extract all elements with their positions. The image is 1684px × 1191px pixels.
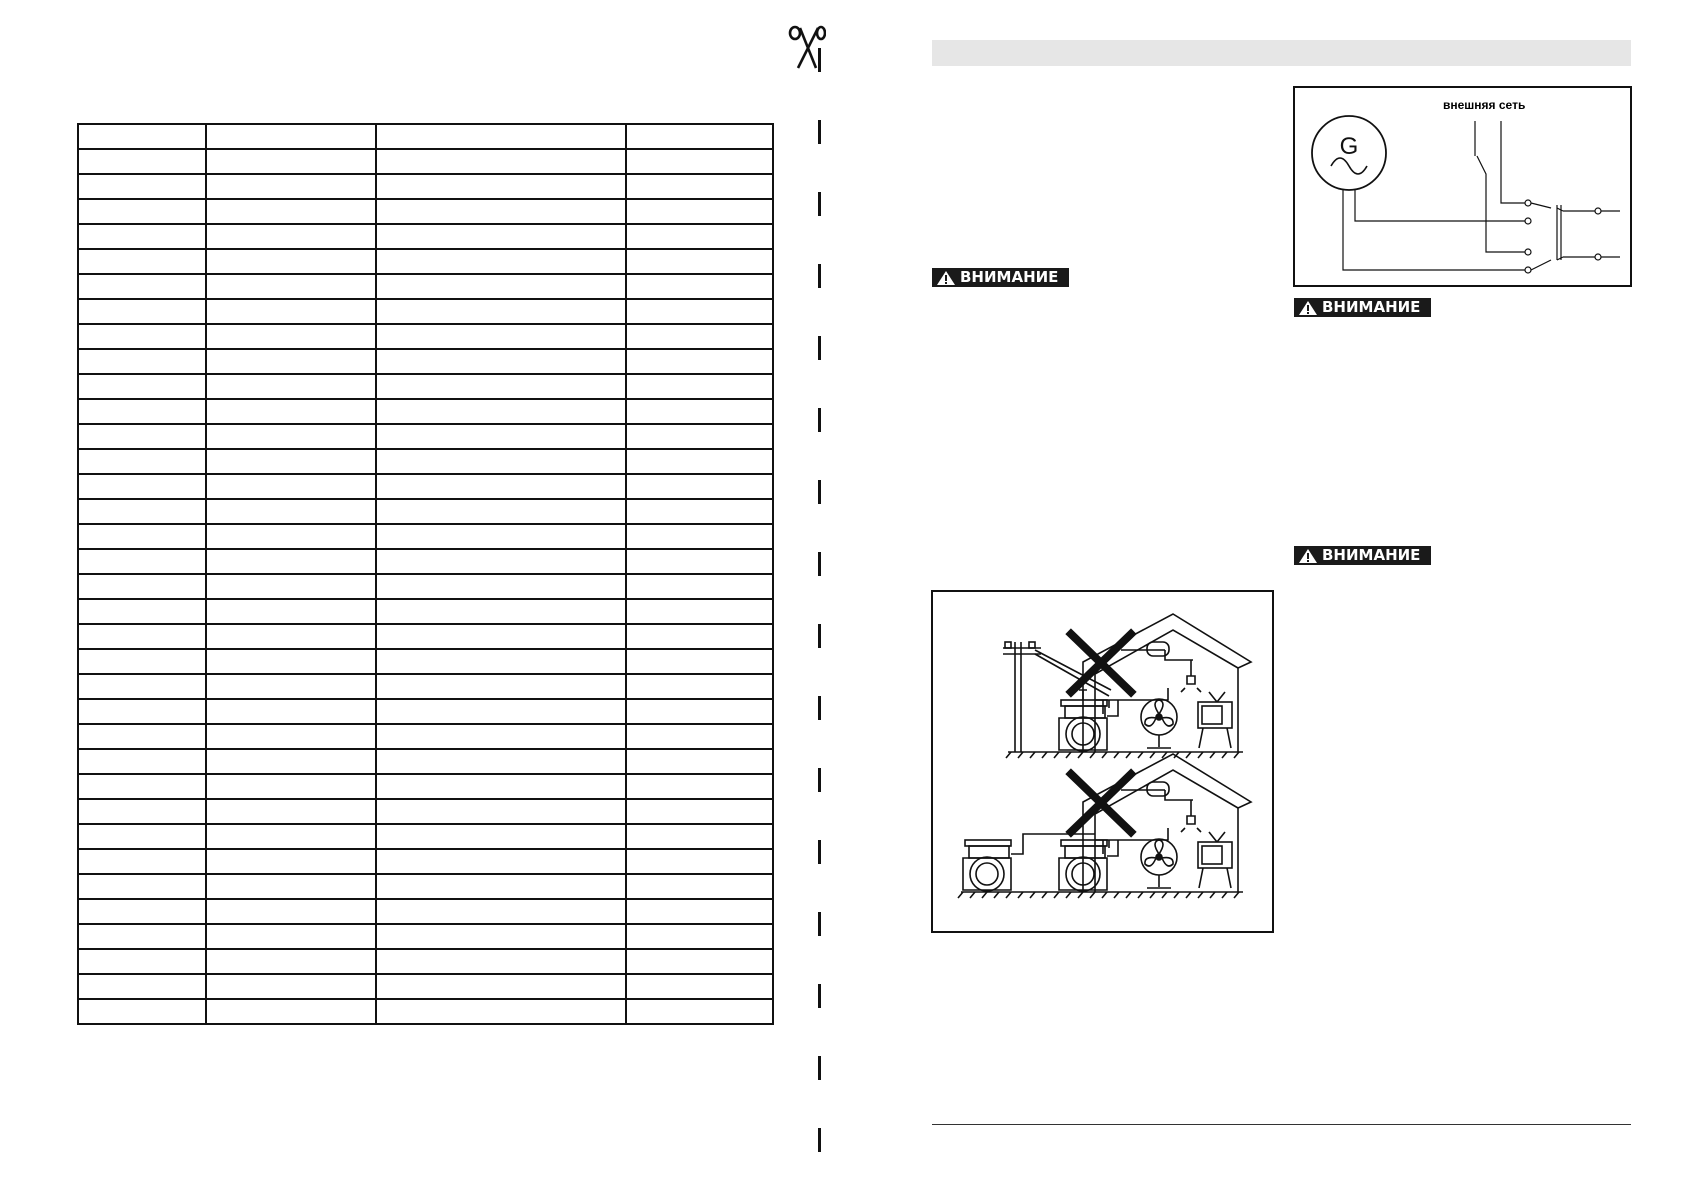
table-cell bbox=[206, 324, 376, 349]
table-cell bbox=[78, 849, 206, 874]
table-cell bbox=[206, 999, 376, 1024]
table-cell bbox=[376, 399, 626, 424]
table-cell bbox=[78, 249, 206, 274]
table-cell bbox=[626, 199, 773, 224]
table-cell bbox=[78, 899, 206, 924]
table-row bbox=[78, 424, 773, 449]
table-row bbox=[78, 899, 773, 924]
table-cell bbox=[78, 499, 206, 524]
scene-generator-chain bbox=[958, 754, 1251, 898]
table-cell bbox=[626, 349, 773, 374]
table-cell bbox=[376, 749, 626, 774]
warning-badge bbox=[1294, 546, 1431, 565]
table-cell bbox=[626, 699, 773, 724]
table-cell bbox=[78, 224, 206, 249]
table-row bbox=[78, 174, 773, 199]
table-row bbox=[78, 874, 773, 899]
table-cell bbox=[376, 699, 626, 724]
table-row bbox=[78, 674, 773, 699]
log-table-body bbox=[78, 124, 773, 1024]
table-cell bbox=[78, 124, 206, 149]
generator-icon bbox=[1312, 116, 1386, 190]
table-cell bbox=[206, 524, 376, 549]
scissors-icon bbox=[786, 24, 826, 70]
table-cell bbox=[376, 424, 626, 449]
table-cell bbox=[206, 749, 376, 774]
table-cell bbox=[376, 499, 626, 524]
table-cell bbox=[626, 924, 773, 949]
table-cell bbox=[626, 799, 773, 824]
table-row bbox=[78, 374, 773, 399]
table-row bbox=[78, 774, 773, 799]
generator-connection-schema bbox=[1293, 86, 1632, 287]
table-cell bbox=[626, 974, 773, 999]
table-row bbox=[78, 949, 773, 974]
table-cell bbox=[376, 149, 626, 174]
table-cell bbox=[206, 624, 376, 649]
table-cell bbox=[376, 724, 626, 749]
table-cell bbox=[78, 449, 206, 474]
table-cell bbox=[78, 549, 206, 574]
table-row bbox=[78, 274, 773, 299]
table-cell bbox=[376, 274, 626, 299]
table-cell bbox=[78, 724, 206, 749]
table-cell bbox=[78, 624, 206, 649]
table-cell bbox=[78, 874, 206, 899]
table-cell bbox=[78, 699, 206, 724]
table-cell bbox=[376, 549, 626, 574]
table-row bbox=[78, 524, 773, 549]
table-row bbox=[78, 924, 773, 949]
table-cell bbox=[626, 174, 773, 199]
table-cell bbox=[206, 949, 376, 974]
table-cell bbox=[376, 899, 626, 924]
table-cell bbox=[78, 349, 206, 374]
table-cell bbox=[78, 474, 206, 499]
table-cell bbox=[376, 999, 626, 1024]
table-cell bbox=[626, 674, 773, 699]
table-row bbox=[78, 999, 773, 1024]
table-cell bbox=[78, 199, 206, 224]
table-cell bbox=[78, 399, 206, 424]
table-cell bbox=[626, 774, 773, 799]
table-cell bbox=[206, 249, 376, 274]
table-cell bbox=[626, 999, 773, 1024]
table-cell bbox=[206, 124, 376, 149]
table-row bbox=[78, 574, 773, 599]
table-cell bbox=[78, 774, 206, 799]
table-cell bbox=[206, 499, 376, 524]
table-cell bbox=[626, 524, 773, 549]
table-cell bbox=[206, 174, 376, 199]
table-cell bbox=[206, 374, 376, 399]
table-cell bbox=[376, 849, 626, 874]
table-cell bbox=[376, 199, 626, 224]
table-cell bbox=[376, 324, 626, 349]
table-cell bbox=[78, 574, 206, 599]
table-cell bbox=[626, 649, 773, 674]
table-row bbox=[78, 249, 773, 274]
table-cell bbox=[626, 299, 773, 324]
table-cell bbox=[206, 674, 376, 699]
table-cell bbox=[78, 324, 206, 349]
table-row bbox=[78, 624, 773, 649]
table-cell bbox=[206, 274, 376, 299]
table-cell bbox=[626, 874, 773, 899]
table-cell bbox=[206, 799, 376, 824]
table-cell bbox=[626, 149, 773, 174]
table-cell bbox=[376, 924, 626, 949]
table-cell bbox=[206, 899, 376, 924]
table-row bbox=[78, 399, 773, 424]
table-cell bbox=[376, 349, 626, 374]
table-cell bbox=[626, 624, 773, 649]
warning-label: ВНИМАНИЕ bbox=[1322, 546, 1421, 564]
table-cell bbox=[376, 824, 626, 849]
table-cell bbox=[376, 949, 626, 974]
table-cell bbox=[78, 649, 206, 674]
table-cell bbox=[206, 924, 376, 949]
table-cell bbox=[78, 599, 206, 624]
table-cell bbox=[206, 349, 376, 374]
table-cell bbox=[376, 624, 626, 649]
table-cell bbox=[78, 824, 206, 849]
table-cell bbox=[376, 799, 626, 824]
table-cell bbox=[206, 424, 376, 449]
table-cell bbox=[376, 874, 626, 899]
table-cell bbox=[626, 324, 773, 349]
table-cell bbox=[626, 849, 773, 874]
table-row bbox=[78, 124, 773, 149]
footer-rule bbox=[932, 1124, 1631, 1125]
house-drawing bbox=[933, 592, 1272, 931]
table-cell bbox=[626, 949, 773, 974]
table-cell bbox=[376, 374, 626, 399]
table-row bbox=[78, 824, 773, 849]
table-row bbox=[78, 349, 773, 374]
table-cell bbox=[626, 474, 773, 499]
table-cell bbox=[376, 599, 626, 624]
table-cell bbox=[206, 224, 376, 249]
warning-label: ВНИМАНИЕ bbox=[1322, 298, 1421, 316]
table-cell bbox=[626, 124, 773, 149]
table-cell bbox=[376, 124, 626, 149]
table-row bbox=[78, 724, 773, 749]
table-cell bbox=[78, 424, 206, 449]
table-cell bbox=[206, 599, 376, 624]
table-cell bbox=[626, 749, 773, 774]
table-cell bbox=[626, 224, 773, 249]
table-cell bbox=[376, 774, 626, 799]
table-cell bbox=[626, 249, 773, 274]
table-cell bbox=[376, 674, 626, 699]
incorrect-connection-illustration bbox=[931, 590, 1274, 933]
table-cell bbox=[376, 649, 626, 674]
table-row bbox=[78, 149, 773, 174]
table-cell bbox=[78, 949, 206, 974]
table-row bbox=[78, 849, 773, 874]
warning-label: ВНИМАНИЕ bbox=[960, 268, 1059, 286]
warning-badge bbox=[1294, 298, 1431, 317]
table-cell bbox=[206, 824, 376, 849]
table-cell bbox=[206, 774, 376, 799]
table-cell bbox=[206, 574, 376, 599]
table-row bbox=[78, 499, 773, 524]
warning-triangle-icon bbox=[936, 270, 956, 286]
table-row bbox=[78, 224, 773, 249]
table-row bbox=[78, 549, 773, 574]
table-cell bbox=[206, 849, 376, 874]
table-cell bbox=[78, 174, 206, 199]
table-row bbox=[78, 199, 773, 224]
table-cell bbox=[206, 549, 376, 574]
table-cell bbox=[78, 524, 206, 549]
table-cell bbox=[78, 149, 206, 174]
table-row bbox=[78, 324, 773, 349]
table-cell bbox=[78, 374, 206, 399]
table-cell bbox=[376, 474, 626, 499]
table-cell bbox=[78, 974, 206, 999]
table-cell bbox=[626, 499, 773, 524]
table-cell bbox=[206, 649, 376, 674]
warning-badge bbox=[932, 268, 1069, 287]
table-cell bbox=[376, 249, 626, 274]
generator-symbol: G bbox=[1339, 133, 1359, 160]
table-cell bbox=[376, 174, 626, 199]
table-cell bbox=[376, 524, 626, 549]
table-row bbox=[78, 474, 773, 499]
table-row bbox=[78, 699, 773, 724]
table-row bbox=[78, 449, 773, 474]
table-cell bbox=[376, 299, 626, 324]
table-cell bbox=[206, 724, 376, 749]
table-cell bbox=[626, 374, 773, 399]
table-cell bbox=[626, 899, 773, 924]
table-row bbox=[78, 299, 773, 324]
table-row bbox=[78, 599, 773, 624]
table-cell bbox=[626, 824, 773, 849]
table-cell bbox=[626, 424, 773, 449]
table-cell bbox=[206, 974, 376, 999]
table-cell bbox=[206, 399, 376, 424]
table-row bbox=[78, 974, 773, 999]
table-cell bbox=[626, 274, 773, 299]
table-cell bbox=[376, 224, 626, 249]
table-cell bbox=[206, 149, 376, 174]
table-row bbox=[78, 649, 773, 674]
network-label: внешняя сеть bbox=[1443, 98, 1526, 112]
table-cell bbox=[78, 674, 206, 699]
table-cell bbox=[78, 749, 206, 774]
table-cell bbox=[78, 299, 206, 324]
table-cell bbox=[78, 274, 206, 299]
table-cell bbox=[376, 974, 626, 999]
table-cell bbox=[78, 999, 206, 1024]
warning-triangle-icon bbox=[1298, 300, 1318, 316]
table-cell bbox=[376, 574, 626, 599]
table-cell bbox=[376, 449, 626, 474]
table-cell bbox=[626, 399, 773, 424]
table-cell bbox=[626, 574, 773, 599]
table-cell bbox=[206, 449, 376, 474]
table-cell bbox=[78, 799, 206, 824]
table-cell bbox=[626, 449, 773, 474]
table-cell bbox=[626, 599, 773, 624]
maintenance-log-table bbox=[77, 123, 774, 1025]
table-cell bbox=[626, 549, 773, 574]
table-row bbox=[78, 799, 773, 824]
table-cell bbox=[78, 924, 206, 949]
table-cell bbox=[206, 199, 376, 224]
schema-drawing bbox=[1295, 88, 1630, 285]
table-cell bbox=[626, 724, 773, 749]
table-cell bbox=[206, 474, 376, 499]
table-cell bbox=[206, 299, 376, 324]
warning-triangle-icon bbox=[1298, 548, 1318, 564]
table-cell bbox=[206, 874, 376, 899]
cut-line bbox=[818, 0, 821, 1191]
table-row bbox=[78, 749, 773, 774]
table-cell bbox=[206, 699, 376, 724]
section-header-band bbox=[932, 40, 1631, 66]
cross-mark-icon bbox=[1071, 634, 1131, 832]
